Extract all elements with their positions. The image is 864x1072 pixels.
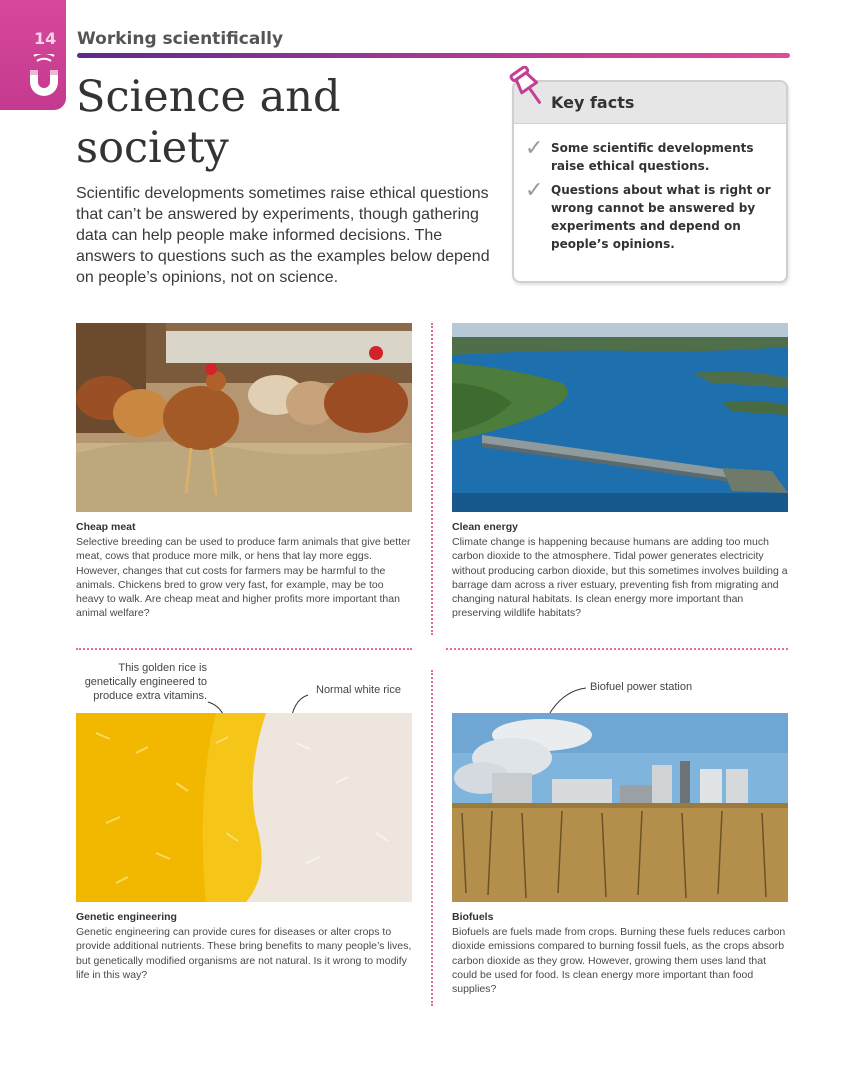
header-rule xyxy=(77,53,790,58)
magnet-icon xyxy=(24,54,64,98)
page-title: Science and society xyxy=(76,72,341,173)
caption-body: Climate change is happening because humans are adding too much carbon dioxide to the atmosphere. Tidal power generates electricity without producing carbon dioxide, but this sometimes involves building a barrage dam across a river estuary, preventing fish from migrating and changing natural habitats. Is clean energy more important than preserving wildlife habitats? xyxy=(452,536,788,620)
caption-title: Clean energy xyxy=(452,521,518,533)
biofuel-station-annotation: Biofuel power station xyxy=(590,681,693,693)
pushpin-icon xyxy=(508,66,548,112)
checkmark-icon: ✓ xyxy=(525,136,544,161)
caption-title: Biofuels xyxy=(452,911,494,923)
row-divider xyxy=(76,648,412,650)
intro-text: Scientific developments sometimes raise ethical questions that can’t be answered by experiments, though gathering data can help people make informed decisions. The answers to questions such as the examples below depend on people’s opinions, not on science. xyxy=(76,185,490,286)
white-rice-annotation: Normal white rice xyxy=(316,684,401,696)
page-number: 14 xyxy=(34,29,57,48)
caption-body: Genetic engineering can provide cures for diseases or alter crops to provide additional nutrients. These bring benefits to many people’s lives, but genetically modified organisms are not natural. Is it wrong to modify life in this way? xyxy=(76,926,412,981)
caption-body: Biofuels are fuels made from crops. Burning these fuels reduces carbon dioxide emissions compared to burning fossil fuels, as the crops absorb carbon dioxide as they grow. However, growing them uses land that could be used for food. Is clean energy more important than food supplies? xyxy=(452,926,786,996)
section-title: Working scientifically xyxy=(77,29,284,49)
column-divider xyxy=(431,323,433,635)
caption-title: Cheap meat xyxy=(76,521,136,533)
key-facts-title: Key facts xyxy=(551,93,635,112)
key-fact-item: Some scientific developments raise ethical questions. xyxy=(551,141,754,173)
checkmark-icon: ✓ xyxy=(525,178,544,203)
biofuel-plant-photo xyxy=(452,713,788,902)
column-divider xyxy=(431,670,433,1006)
caption-body: Selective breeding can be used to produce farm animals that give better meat, cows that produce more milk, or hens that lay more eggs. However, changes that cut costs for farmers may be harmful to the animals. Chickens bred to grow very fast, for example, may be too heavy to walk. Are cheap meat and higher profits more important than animal welfare? xyxy=(76,536,411,620)
chickens-photo xyxy=(76,323,412,512)
row-divider xyxy=(446,648,788,650)
key-facts-box xyxy=(512,80,788,283)
key-fact-item: Questions about what is right or wrong cannot be answered by experiments and depend on people’s opinions. xyxy=(551,183,771,251)
tidal-barrage-photo xyxy=(452,323,788,512)
caption-title: Genetic engineering xyxy=(76,911,177,923)
rice-photo xyxy=(76,713,412,902)
golden-rice-annotation: This golden rice is genetically engineered to produce extra vitamins. xyxy=(84,662,207,702)
